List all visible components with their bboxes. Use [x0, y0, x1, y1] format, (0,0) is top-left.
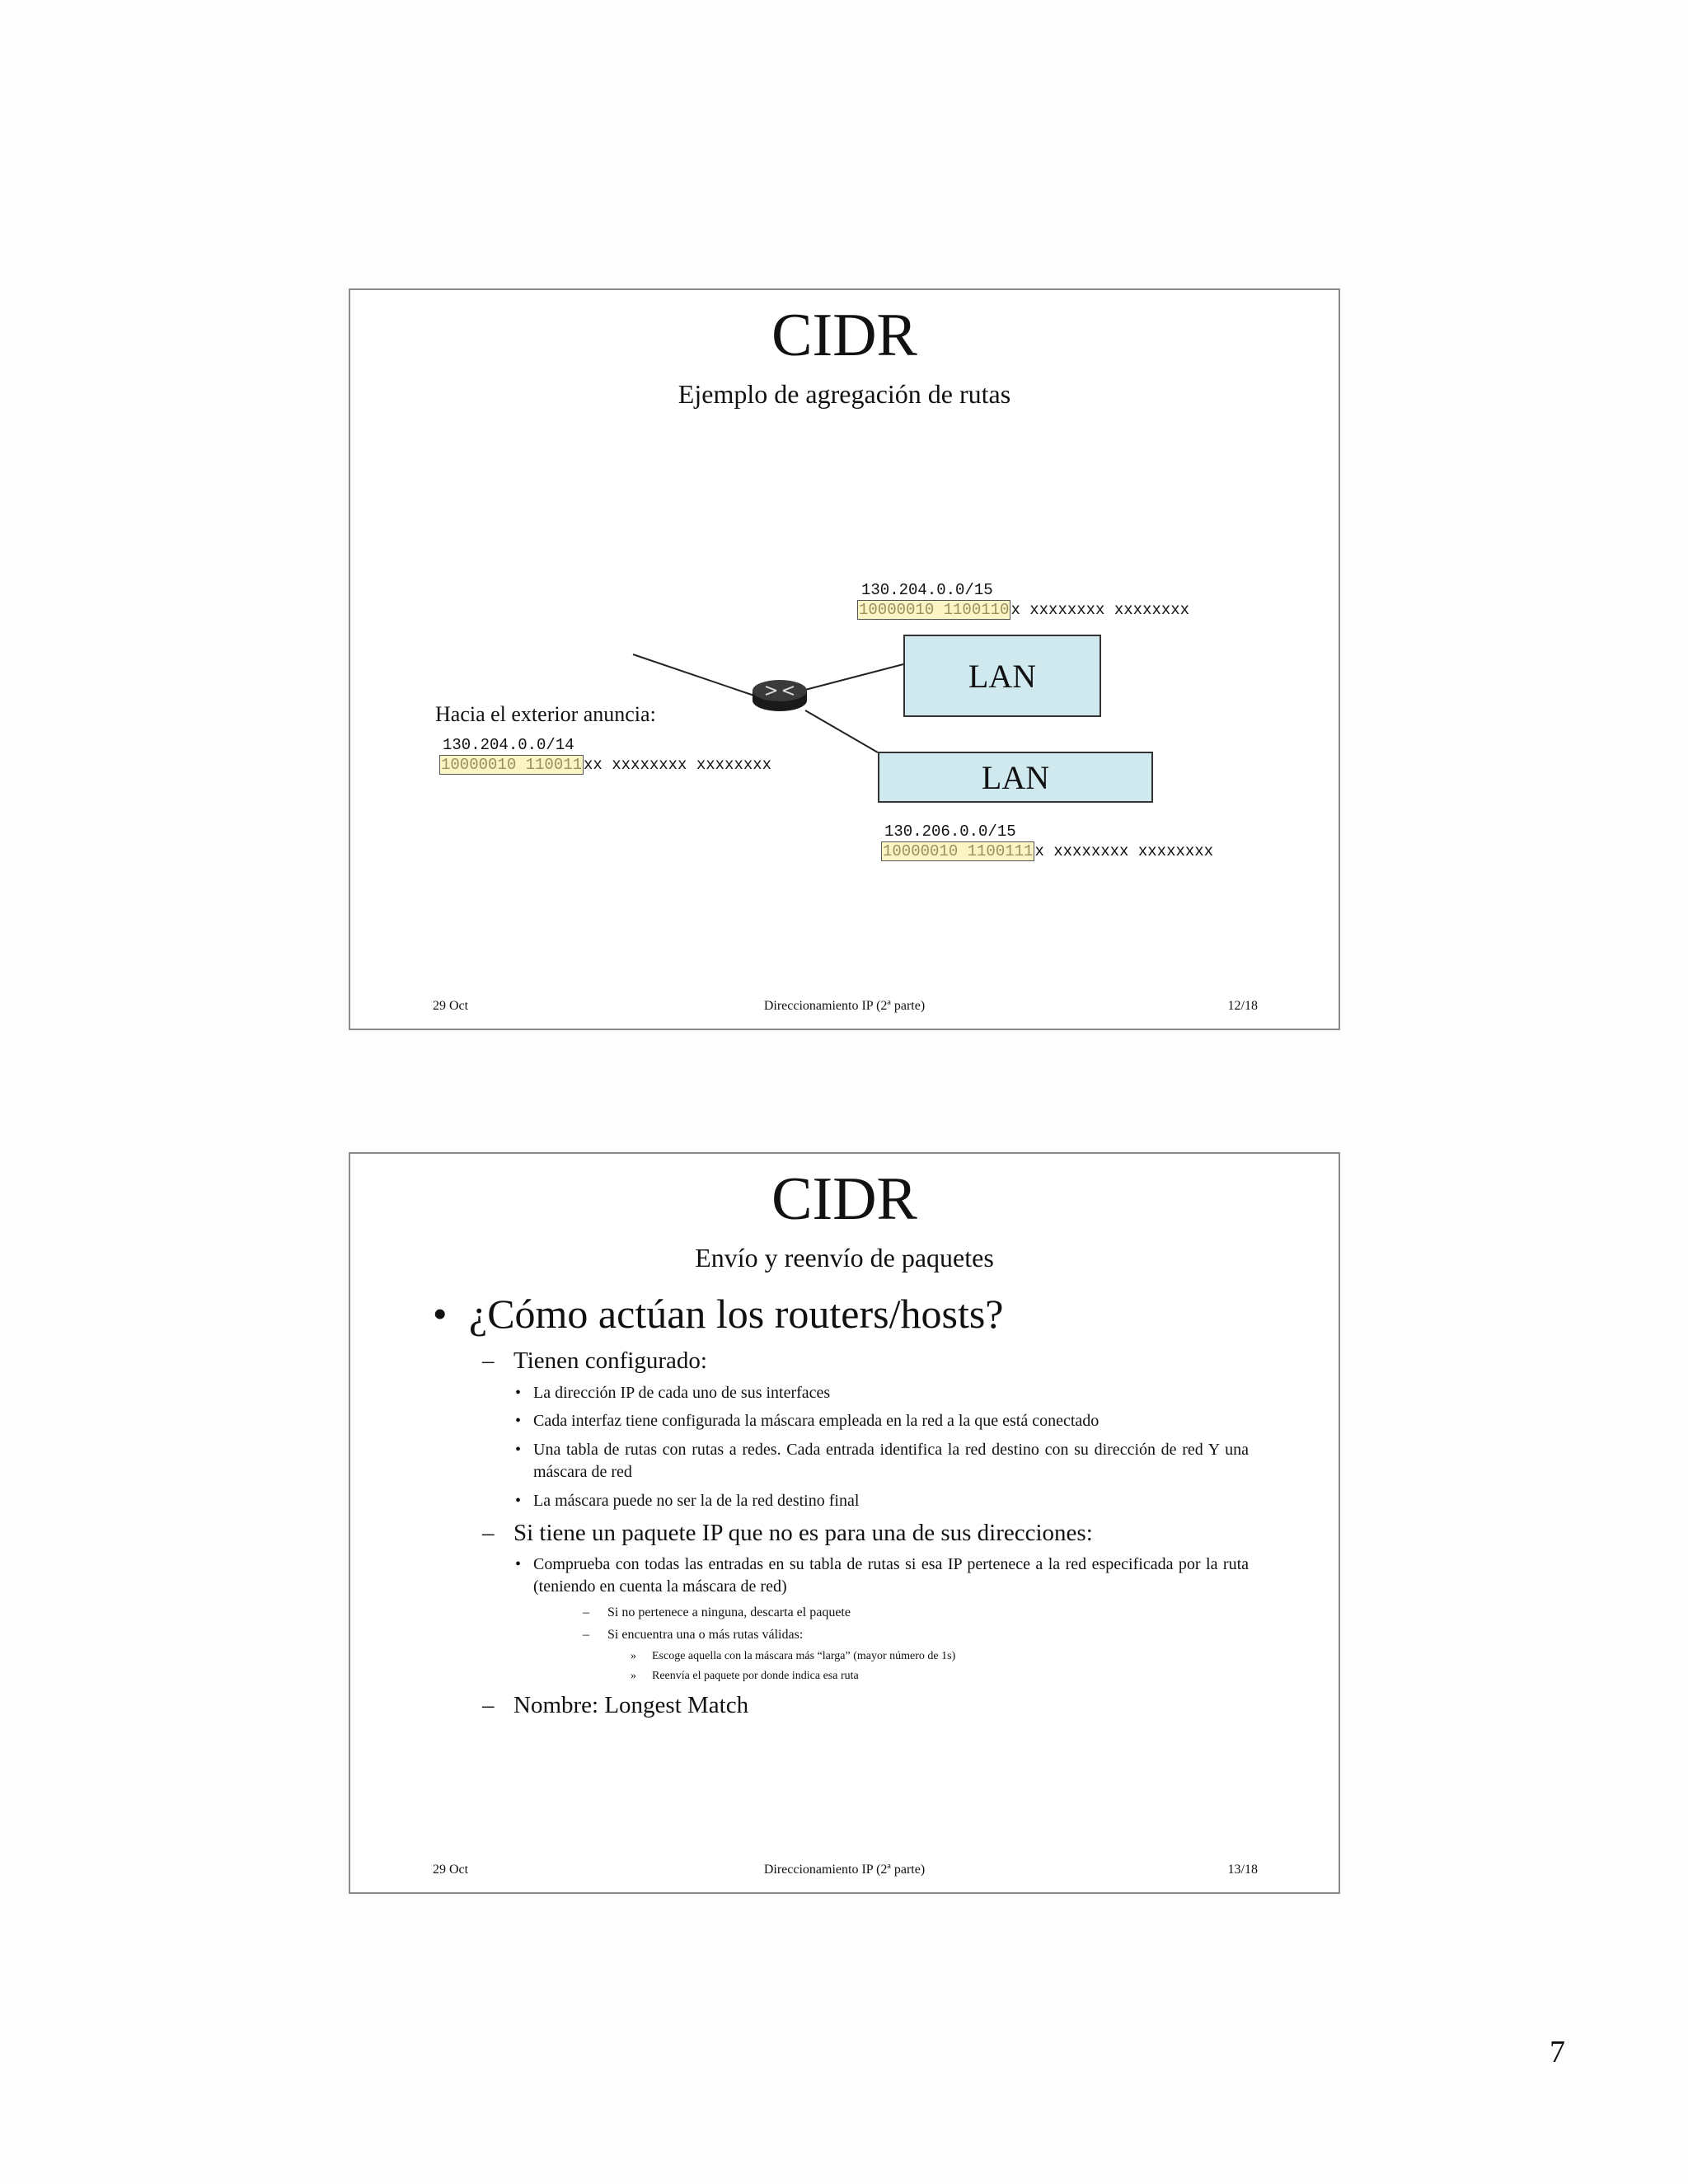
lan-label: LAN [968, 657, 1037, 695]
lan-box-bottom [878, 752, 1153, 803]
route-prefix-lan1: 130.204.0.0/15 [861, 581, 993, 599]
slide-title: CIDR [771, 302, 917, 369]
en-dash: – [482, 1692, 495, 1718]
network-bits-highlight: 10000010 1100110 [859, 601, 1010, 619]
main-bullet: • ¿Cómo actúan los routers/hosts? [433, 1291, 1004, 1337]
network-bits-highlight: 10000010 110011 [441, 756, 583, 774]
page-number: 7 [1550, 2035, 1565, 2069]
exterior-announce-label: Hacia el exterior anuncia: [435, 702, 656, 726]
host-bits: x xxxxxxxx xxxxxxxx [1010, 601, 1190, 619]
raquo: » [631, 1670, 636, 1682]
bullet-dot: • [515, 1384, 522, 1402]
configured-item: • La dirección IP de cada uno de sus interfaces [533, 1382, 1249, 1404]
sub-item: – Si no pertenece a ninguna, descarta el paquete [583, 1605, 851, 1619]
packet-heading: – Si tiene un paquete IP que no es para una de sus direcciones: [482, 1520, 1093, 1546]
slide-subtitle: Envío y reenvío de paquetes [695, 1243, 994, 1272]
bullet-dot: • [433, 1291, 448, 1337]
packet-item: • Comprueba con todas las entradas en su tabla de rutas si esa IP pertenece a la red especificada por la ruta (teniendo en cuenta la máscara de red) [515, 1555, 1249, 1596]
footer-date: 29 Oct [433, 1863, 469, 1877]
route-prefix-lan2: 130.206.0.0/15 [884, 823, 1016, 841]
route-prefix-aggregate: 130.204.0.0/14 [443, 736, 574, 754]
footer-title: Direccionamiento IP (2ª parte) [763, 1863, 926, 1877]
configured-heading: – Tienen configurado: [482, 1347, 707, 1374]
host-bits: x xxxxxxxx xxxxxxxx [1034, 842, 1214, 860]
bullet-dot: • [515, 1412, 522, 1430]
en-dash: – [583, 1628, 589, 1642]
bullet-dot: • [515, 1492, 522, 1510]
link-lan1 [805, 664, 903, 690]
configured-item: • Una tabla de rutas con rutas a redes. Cada entrada identifica la red destino con su dirección de red Y una máscara de red [515, 1441, 1249, 1481]
network-diagram [350, 290, 1339, 1029]
sub-item: – Si encuentra una o más rutas válidas: [583, 1628, 804, 1642]
footer-slide-number: 12/18 [1227, 999, 1258, 1013]
route-bits-lan1 [857, 600, 1189, 620]
slide-cidr-route-aggregation [349, 288, 1340, 1030]
footer-slide-number: 13/18 [1227, 1863, 1258, 1877]
slide-subtitle: Ejemplo de agregación de rutas [678, 379, 1011, 409]
network-bits-highlight: 10000010 1100111 [883, 842, 1034, 860]
footer-date: 29 Oct [433, 999, 469, 1013]
lan-label: LAN [981, 758, 1050, 796]
raquo: » [631, 1650, 636, 1662]
en-dash: – [482, 1520, 495, 1546]
sub-sub-item: » Reenvía el paquete por donde indica esa ruta [631, 1670, 859, 1682]
slide-cidr-packet-forwarding [349, 1152, 1340, 1894]
bullet-dot: • [515, 1555, 522, 1573]
link-exterior [633, 654, 754, 696]
bullet-dot: • [515, 1441, 522, 1459]
configured-item: • La máscara puede no ser la de la red destino final [533, 1490, 1249, 1512]
footer-title: Direccionamiento IP (2ª parte) [763, 999, 926, 1013]
lan-box-top [903, 635, 1101, 717]
en-dash: – [482, 1347, 495, 1374]
route-bits-lan2 [881, 841, 1213, 861]
sub-sub-item: » Escoge aquella con la máscara más “larga” (mayor número de 1s) [631, 1650, 956, 1662]
host-bits: xx xxxxxxxx xxxxxxxx [584, 756, 772, 774]
longest-match-heading: – Nombre: Longest Match [482, 1692, 749, 1718]
configured-item: • Cada interfaz tiene configurada la máscara empleada en la red a la que está conectado [533, 1410, 1249, 1432]
link-lan2 [805, 710, 878, 752]
en-dash: – [583, 1605, 589, 1619]
slide-title: CIDR [771, 1165, 917, 1233]
router-icon [753, 680, 807, 711]
route-bits-aggregate [439, 755, 771, 775]
